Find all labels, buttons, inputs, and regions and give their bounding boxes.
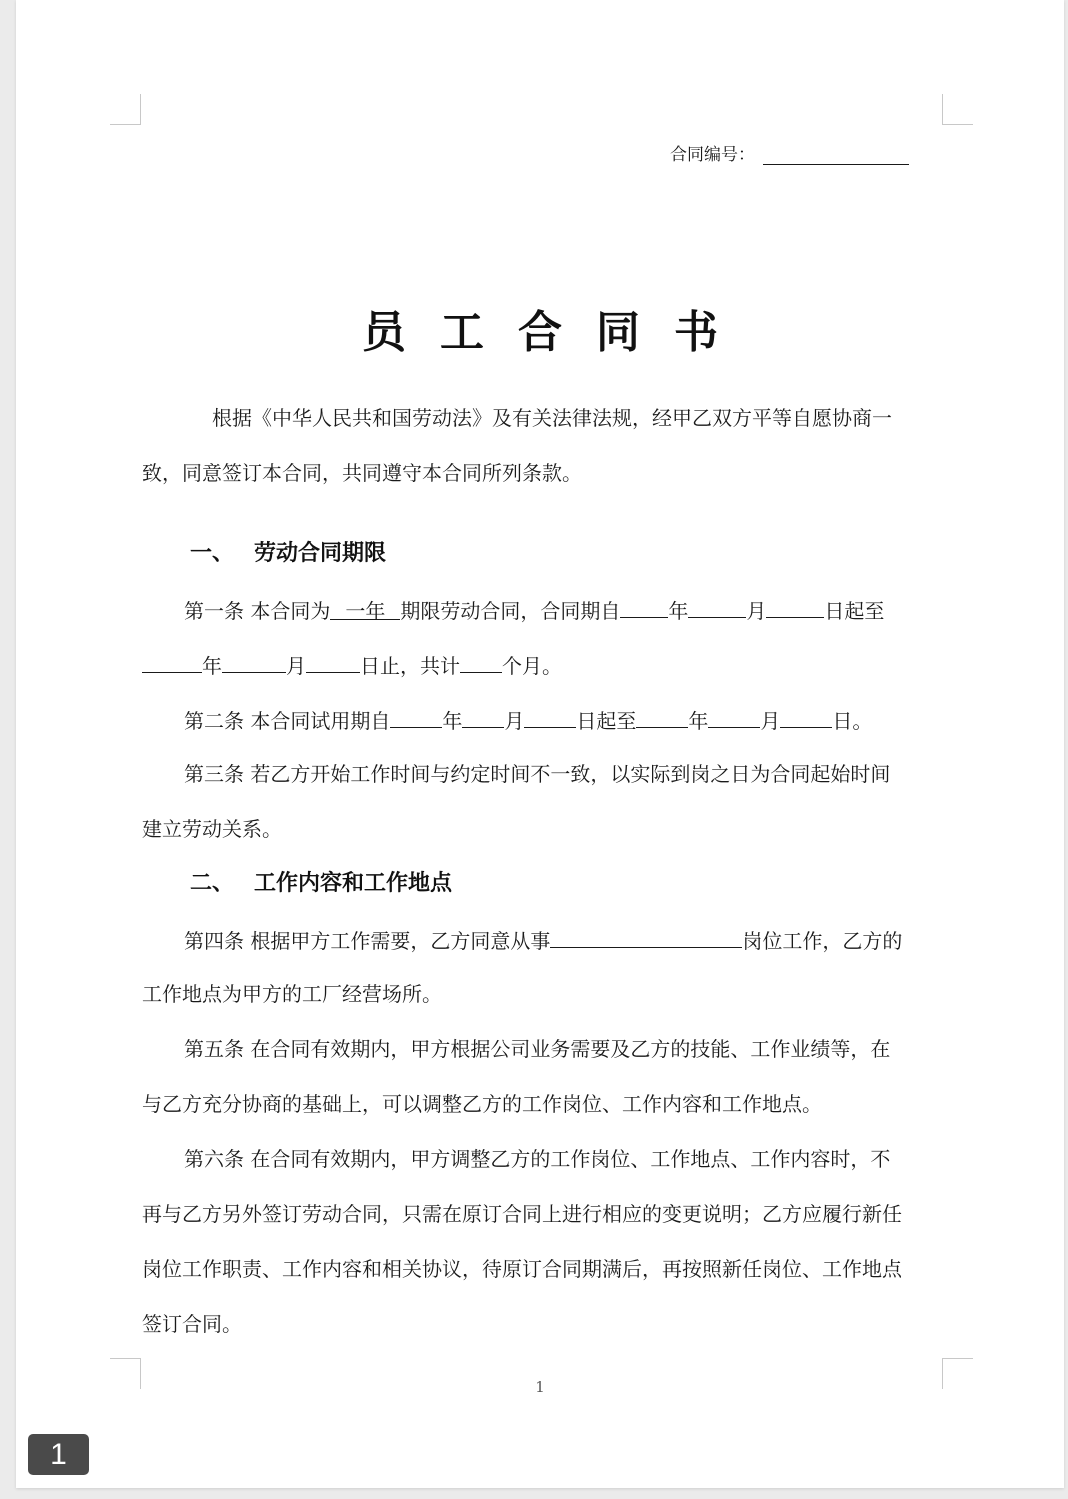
document-title: 员工合同书: [362, 307, 752, 358]
section-title: 劳动合同期限: [254, 541, 387, 566]
start-year-blank: [620, 595, 668, 618]
end-day-blank: [306, 650, 360, 673]
article-2-text: 月: [760, 709, 781, 733]
article-1-text: 月: [286, 654, 306, 678]
article-2-text: 日起至: [576, 709, 637, 733]
intro-line-1: 根据《中华人民共和国劳动法》及有关法律法规，经甲乙双方平等自愿协商一: [212, 406, 892, 430]
article-2-text: 月: [504, 709, 525, 733]
article-2-text: 年: [688, 709, 709, 733]
article-2-line-1: [184, 705, 872, 735]
article-2-text: 第二条 本合同试用期自: [184, 709, 391, 733]
article-4-text: 岗位工作，乙方的: [742, 929, 903, 953]
probation-end-day-blank: [780, 705, 832, 728]
contract-term-value: 一年: [330, 597, 400, 620]
article-3-line-1: 第三条 若乙方开始工作时间与约定时间不一致，以实际到岗之日为合同起始时间: [184, 762, 891, 786]
article-1-text: 日止，共计: [360, 654, 460, 678]
article-2-text: 日。: [832, 709, 873, 733]
section-heading-1: [190, 539, 386, 569]
article-2-text: 年: [442, 709, 463, 733]
probation-start-day-blank: [524, 705, 576, 728]
section-number: 一、: [190, 541, 235, 566]
section-heading-2: [190, 869, 452, 899]
article-4-line-1: [184, 925, 902, 955]
article-4-text: 第四条 根据甲方工作需要，乙方同意从事: [184, 929, 551, 953]
article-3-line-2: 建立劳动关系。: [142, 817, 282, 841]
article-1-text: 年: [202, 654, 222, 678]
document-page: [16, 0, 1064, 1488]
section-title: 工作内容和工作地点: [254, 871, 453, 896]
article-1-text: 期限劳动合同，合同期自: [400, 599, 621, 623]
end-month-blank: [222, 650, 286, 673]
start-month-blank: [688, 595, 746, 618]
article-1-text: 日起至: [824, 599, 885, 623]
article-5-line-2: 与乙方充分协商的基础上，可以调整乙方的工作岗位、工作内容和工作地点。: [142, 1092, 822, 1116]
article-1-text: 月: [746, 599, 767, 623]
article-1-line-2: [142, 650, 562, 680]
section-number: 二、: [190, 871, 235, 896]
page-footer-number: 1: [535, 1378, 545, 1396]
article-6-line-1: 第六条 在合同有效期内，甲方调整乙方的工作岗位、工作地点、工作内容时，不: [184, 1147, 891, 1171]
position-blank: [550, 925, 742, 948]
total-months-blank: [460, 650, 502, 673]
page-indicator-badge[interactable]: 1: [28, 1434, 89, 1475]
article-1-line-1: [184, 595, 884, 625]
contract-number-blank: [763, 146, 909, 165]
contract-number: [670, 140, 909, 165]
probation-end-month-blank: [708, 705, 760, 728]
article-4-line-2: 工作地点为甲方的工厂经营场所。: [142, 982, 442, 1006]
article-6-line-4: 签订合同。: [142, 1312, 242, 1336]
crop-mark-top-right: [942, 94, 973, 125]
article-6-line-2: 再与乙方另外签订劳动合同，只需在原订合同上进行相应的变更说明；乙方应履行新任: [142, 1202, 902, 1226]
article-6-line-3: 岗位工作职责、工作内容和相关协议，待原订合同期满后，再按照新任岗位、工作地点: [142, 1257, 902, 1281]
end-year-blank: [142, 650, 202, 673]
intro-line-2: 致，同意签订本合同，共同遵守本合同所列条款。: [142, 461, 582, 485]
probation-start-year-blank: [390, 705, 442, 728]
probation-end-year-blank: [636, 705, 688, 728]
probation-start-month-blank: [462, 705, 504, 728]
article-1-text: 个月。: [502, 654, 562, 678]
start-day-blank: [766, 595, 824, 618]
article-5-line-1: 第五条 在合同有效期内，甲方根据公司业务需要及乙方的技能、工作业绩等，在: [184, 1037, 891, 1061]
article-1-text: 年: [668, 599, 689, 623]
article-1-text: 第一条 本合同为: [184, 599, 331, 623]
contract-number-label: 合同编号：: [670, 145, 755, 165]
crop-mark-top-left: [110, 94, 141, 125]
